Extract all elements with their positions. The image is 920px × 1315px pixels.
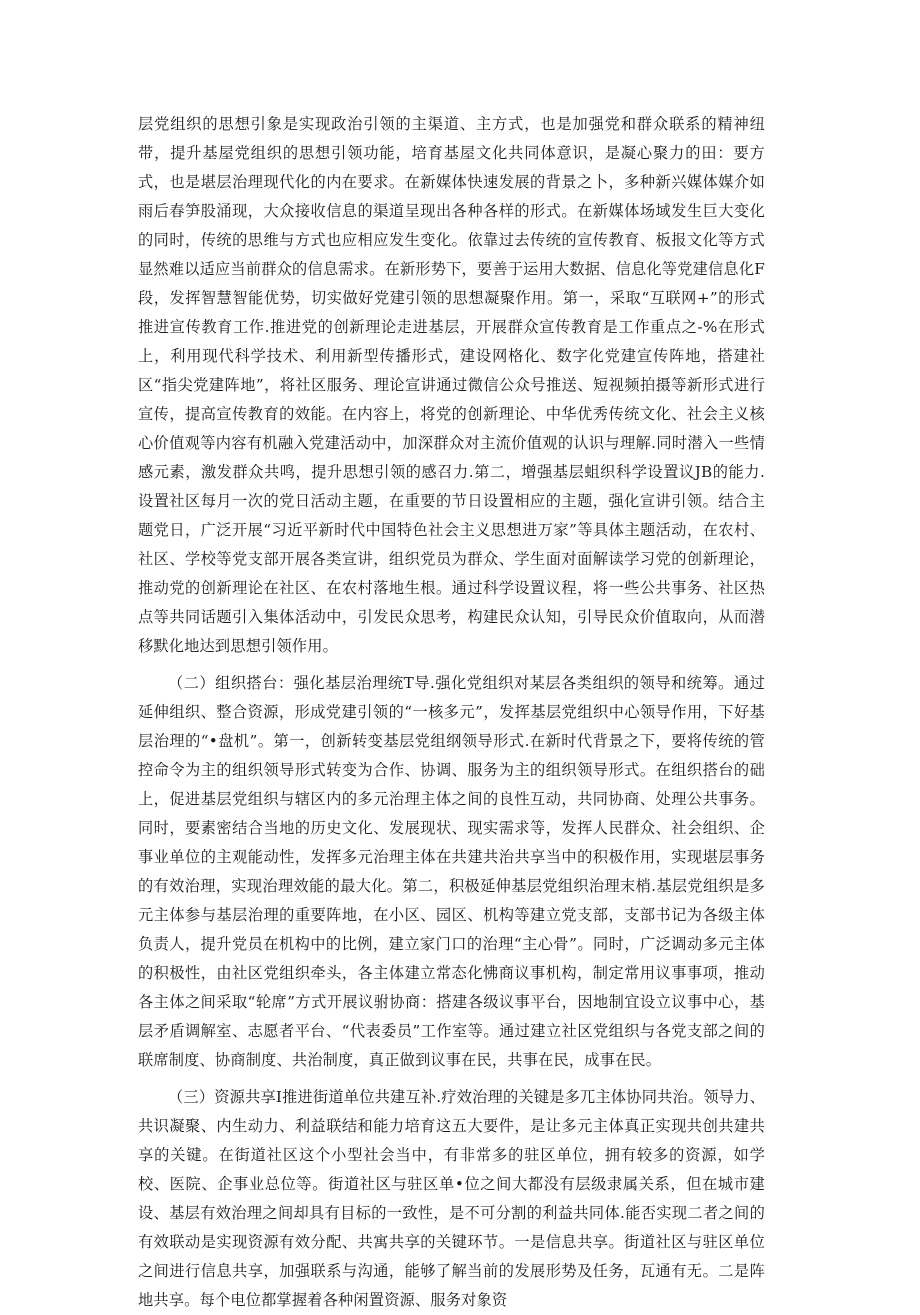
paragraph-thought-guidance: 层党组织的思想引象是实现政治引领的主渠道、主方式，也是加强党和群众联系的精神纽带，提升基屋党组织的思想引领功能，培育基屋文化共同体意识，是凝心聚力的田：要方式，也是堪层治理现代化的内在要求。在新媒体快速发展的背景之卜，多种新兴媒体媒介如雨后春笋股涌现，大众接收信息的渠道呈现出各种各样的形式。在新媒体场域发生巨大变化的同时，传统的思维与方式也应相应发生变化。依靠过去传统的宣传教育、板报文化等方式显然难以适应当前群众的信息需求。在新形势下，要善于运用大数据、信息化等党建信息化F段，发挥智慧智能优势，切实做好党建引领的思想凝聚作用。第一，采取“互联网+”的形式推进宣传教育工作.推进党的创新理论走进基层，开展群众宣传教育是工作重点之-%在形式上，利用现代科学技术、利用新型传播形式，建设网格化、数字化党建宣传阵地，搭建社区“指尖党建阵地”，将社区服务、理论宣讲通过微信公众号推送、短视频拍摄等新形式进行宣传，提高宣传教育的效能。在内容上，将党的创新理论、中华优秀传统文化、社会主义核心价值观等内容有机融入党建活动中，加深群众对主流价值观的认识与理解.同时潜入一些情感元素，激发群众共鸣，提升思想引领的感召力.第二，增强基层蛆织科学设置议JB的能力.设置社区每月一次的党日活动主题，在重要的节日设置相应的主题，强化宣讲引领。结合主题党日，广泛开展“习近平新时代中国特色社会主义思想进万家”等具体主题活动，在农村、社区、学校等党支部开展各类宣讲，组织党员为群众、学生面对面解读学习党的创新理论，推动党的创新理论在社区、在农村落地生根。通过科学设置议程，将一些公共事务、社区热点等共同话题引入集体活动中，引发民众思考，构建民众认知，引导民众价值取向，从而潜移默化地达到思想引领作用。	[138, 115, 765, 655]
paragraph-organization-platform: （二）组织搭台：强化基层治理统T导.强化党组织对某层各类组织的领导和统筹。通过延伸组织、整合资源，形成党建引领的“一核多元”，发挥基层党组织中心领导作用，下好基层治理的“•盘机”。第一，创新转变基层党组纲领导形式.在新时代背景之下，要将传统的管控命令为主的组织领导形式转变为合作、协调、服务为主的组织领导形式。在组织搭台的础上，促进基层党组织与辖区内的多元治理主体之间的良性互动，共同协商、处理公共事务。同时，要素密结合当地的历史文化、发展现状、现实需求等，发挥人民群众、社会组织、企事业单位的主观能动性，发挥多元治理主体在共建共治共享当中的积极作用，实现堪层事务的有效治理，实现治理效能的最大化。第二，积极延伸基层党组织治理末梢.基层党组织是多元主体参与基层治理的重要阵地，在小区、园区、机构等建立党支部，支部书记为各级主体负责人，提升党员在机构中的比例，建立家门口的治理“主心骨”。同时，广泛调动多元主体的积极性，由社区党组织牵头，各主体建立常态化怫商议事机构，制定常用议事事项，推动各主体之间采取“轮席”方式开展议驸协商：搭建各级议事平台，因地制宜设立议事中心，基层矛盾调解室、志愿者平台、“代表委员”工作室等。通过建立社区党组织与各党支部之间的联席制度、协商制度、共治制度，真正做到议事在民，共事在民，成事在民。	[138, 674, 765, 1069]
paragraph-resource-sharing: （三）资源共享I推进街道单位共建互补.疗效治理的关键是多兀主体协同共治。领导力、共识凝聚、内生动力、利益联结和能力培育这五大要件，是让多元主体真正实现共创共建共享的关键。在街道社区这个小型社会当中，有非常多的驻区单位，拥有较多的资源，如学校、医院、企事业总位等。街道社区与驻区单•位之间大都没有层级隶属关系，但在城市建设、基层有效治理之间却具有目标的一致性，是不可分割的利益共同体.能否实现二者之间的有效联动是实现资源有效分配、共寓共享的关键环节。一是信息共享。街道社区与驻区单位之间进行信息共享，加强联系与沟通，能够了解当前的发展形势及任务，瓦通有无。二是阵地共享。每个电位都掌握着各种闲置资源、服务对象资	[138, 1088, 765, 1309]
